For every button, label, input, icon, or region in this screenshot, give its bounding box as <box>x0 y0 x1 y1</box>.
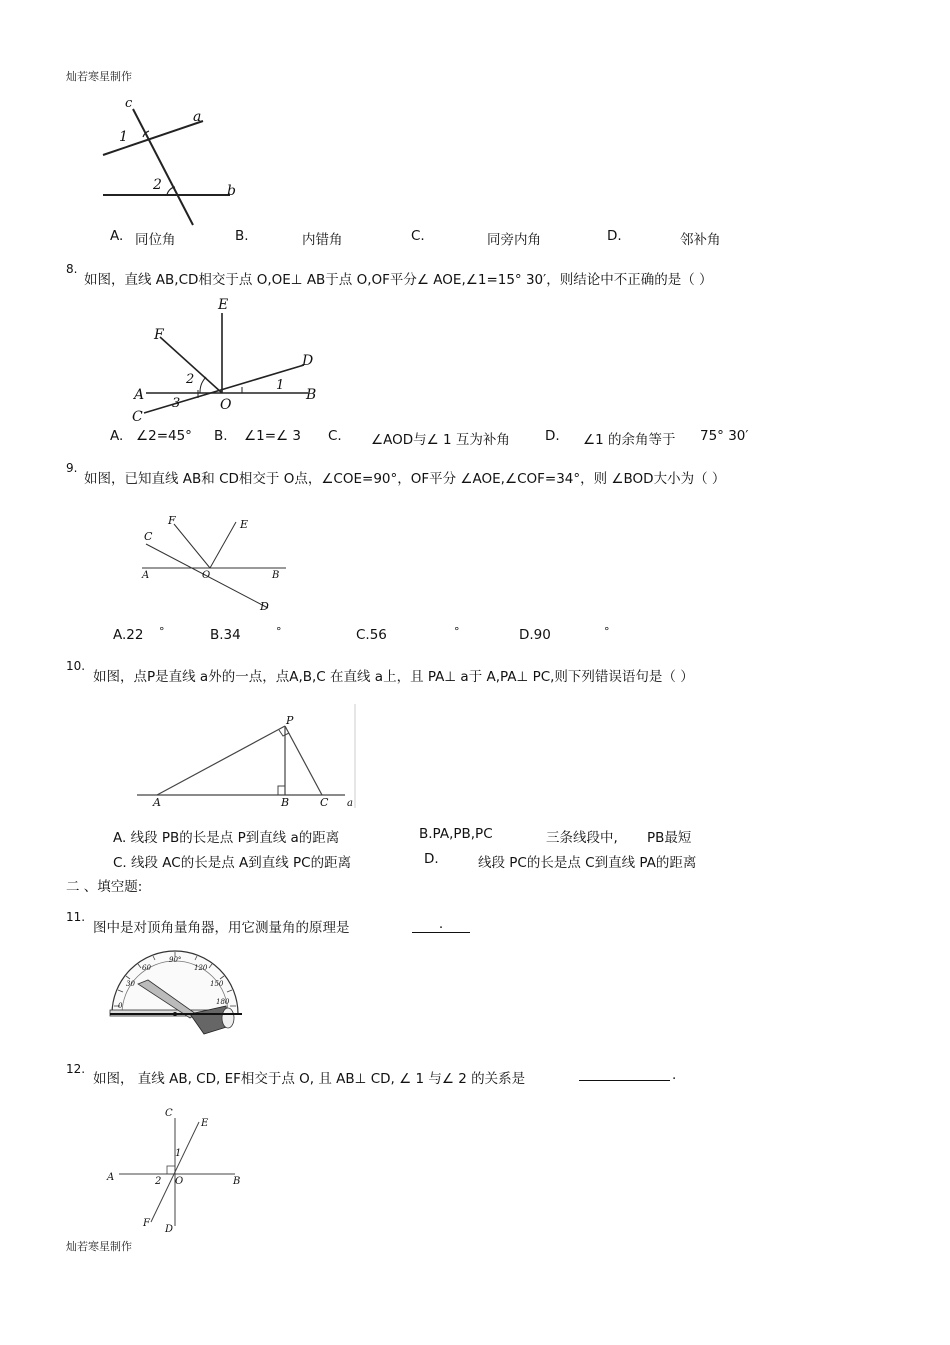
q8-label-F: F <box>154 327 164 343</box>
q12-label-C: C <box>165 1108 173 1119</box>
q12-label-O: O <box>175 1176 184 1187</box>
q7-option-a-letter: A. <box>110 228 124 244</box>
q9-option-c-degree: ° <box>454 625 460 638</box>
q9-label-A: A <box>142 570 150 581</box>
q9-option-d-text: D.90 <box>519 627 551 643</box>
q8-label-O: O <box>220 397 232 413</box>
q10-label-a: a <box>347 798 353 809</box>
q8-option-b-text: ∠1=∠ 3 <box>244 428 301 444</box>
q11-tick-150: 150 <box>210 980 224 988</box>
q10-figure <box>135 702 360 810</box>
q7-option-c-letter: C. <box>411 228 425 244</box>
q7-option-d-text: 邻补角 <box>680 232 721 248</box>
q10-option-d-letter: D. <box>424 851 439 867</box>
q9-option-b-degree: ° <box>276 625 282 638</box>
q9-option-c-text: C.56 <box>356 627 387 643</box>
q8-number: 8. <box>66 262 78 276</box>
q9-label-F: F <box>168 514 176 527</box>
q12-number: 12. <box>66 1062 86 1076</box>
q11-protractor-figure <box>108 948 258 1040</box>
q8-label-2: 2 <box>186 372 195 387</box>
q9-question: 如图，已知直线 AB和 CD相交于 O点，∠COE=90°，OF平分 ∠AOE,∠COF=34°，则 ∠BOD大小为（ ） <box>84 471 726 487</box>
q11-question: 图中是对顶角量角器，用它测量角的原理是 <box>93 920 350 936</box>
q9-number: 9. <box>66 461 78 475</box>
q9-label-E: E <box>240 518 249 531</box>
q8-label-E: E <box>218 297 229 313</box>
q7-label-b: b <box>227 183 236 199</box>
q11-answer-blank[interactable]: . <box>412 916 470 933</box>
q11-tick-90: 90° <box>169 956 182 964</box>
q8-option-d-text: ∠1 的余角等于 <box>583 432 676 448</box>
q11-tick-60: 60 <box>142 964 151 972</box>
q8-option-b-letter: B. <box>214 428 228 444</box>
q8-figure <box>130 295 330 425</box>
q12-end-period: . <box>672 1067 677 1083</box>
q12-answer-blank[interactable] <box>579 1080 670 1081</box>
q10-question: 如图，点P是直线 a外的一点，点A,B,C 在直线 a上，且 PA⊥ a于 A,PA⊥ PC,则下列错误语句是（ ） <box>93 669 694 685</box>
q12-label-B: B <box>233 1176 241 1187</box>
q8-option-a-letter: A. <box>110 428 124 444</box>
q9-label-O: O <box>202 570 211 581</box>
q12-label-2: 2 <box>155 1176 162 1187</box>
q7-label-1: 1 <box>119 129 128 145</box>
q11-tick-180: 180 <box>216 998 230 1006</box>
q10-label-B: B <box>281 796 290 809</box>
q10-option-d: 线段 PC的长是点 C到直线 PA的距离 <box>478 855 697 871</box>
q11-tick-120: 120 <box>194 964 208 972</box>
q8-option-d-letter: D. <box>545 428 560 444</box>
q8-option-a-text: ∠2=45° <box>136 428 192 444</box>
q10-option-c: C. 线段 AC的长是点 A到直线 PC的距离 <box>113 855 352 871</box>
q7-label-a: a <box>193 109 202 125</box>
q11-number: 11. <box>66 910 86 924</box>
q11-tick-0: 0 <box>118 1002 123 1010</box>
q7-label-c: c <box>125 96 133 111</box>
q9-option-a-text: A.22 <box>113 627 144 643</box>
q7-option-d-letter: D. <box>607 228 622 244</box>
q9-option-b-text: B.34 <box>210 627 241 643</box>
section-heading-fill-in: 二 、填空题: <box>66 879 143 895</box>
q10-option-b-end: PB最短 <box>647 830 692 846</box>
q9-figure <box>138 512 298 620</box>
q8-label-D: D <box>302 353 314 369</box>
q8-label-C: C <box>132 409 143 425</box>
q8-label-B: B <box>306 387 317 403</box>
q7-option-b-text: 内错角 <box>302 232 343 248</box>
q8-label-3: 3 <box>172 396 181 411</box>
q9-label-B: B <box>272 570 280 581</box>
q12-label-1: 1 <box>175 1148 182 1159</box>
q10-option-b-middle: 三条线段中, <box>546 830 618 846</box>
q10-label-P: P <box>286 714 294 727</box>
q7-label-2: 2 <box>153 177 162 193</box>
q7-option-b-letter: B. <box>235 228 249 244</box>
q10-label-C: C <box>320 796 329 809</box>
q9-label-C: C <box>144 530 153 543</box>
q12-label-D: D <box>165 1224 174 1235</box>
q8-label-A: A <box>134 387 145 403</box>
q12-figure <box>103 1104 248 1234</box>
page-footer: 灿若寒星制作 <box>66 1240 132 1253</box>
page-header: 灿若寒星制作 <box>66 70 132 83</box>
q10-label-A: A <box>153 796 161 809</box>
q9-label-D: D <box>260 600 269 613</box>
q8-option-d-value: 75° 30′ <box>700 428 749 444</box>
q8-label-1: 1 <box>276 378 285 393</box>
q8-option-c-text: ∠AOD与∠ 1 互为补角 <box>371 432 510 448</box>
q12-label-F: F <box>143 1218 150 1229</box>
q9-option-a-degree: ° <box>159 625 165 638</box>
q8-question: 如图，直线 AB,CD相交于点 O,OE⊥ AB于点 O,OF平分∠ AOE,∠1=15° 30′，则结论中不正确的是（ ） <box>84 272 713 288</box>
q7-figure <box>95 95 255 230</box>
q10-option-b: B.PA,PB,PC <box>419 826 493 842</box>
q12-question: 如图， 直线 AB, CD, EF相交于点 O, 且 AB⊥ CD, ∠ 1 与∠ 2 的关系是 <box>93 1071 526 1087</box>
q12-label-A: A <box>107 1172 115 1183</box>
q10-number: 10. <box>66 659 86 673</box>
q7-option-c-text: 同旁内角 <box>487 232 541 248</box>
q12-label-E: E <box>201 1118 209 1129</box>
q9-option-d-degree: ° <box>604 625 610 638</box>
q10-option-a: A. 线段 PB的长是点 P到直线 a的距离 <box>113 830 340 846</box>
q11-tick-30: 30 <box>126 980 135 988</box>
q8-option-c-letter: C. <box>328 428 342 444</box>
q7-option-a-text: 同位角 <box>135 232 176 248</box>
